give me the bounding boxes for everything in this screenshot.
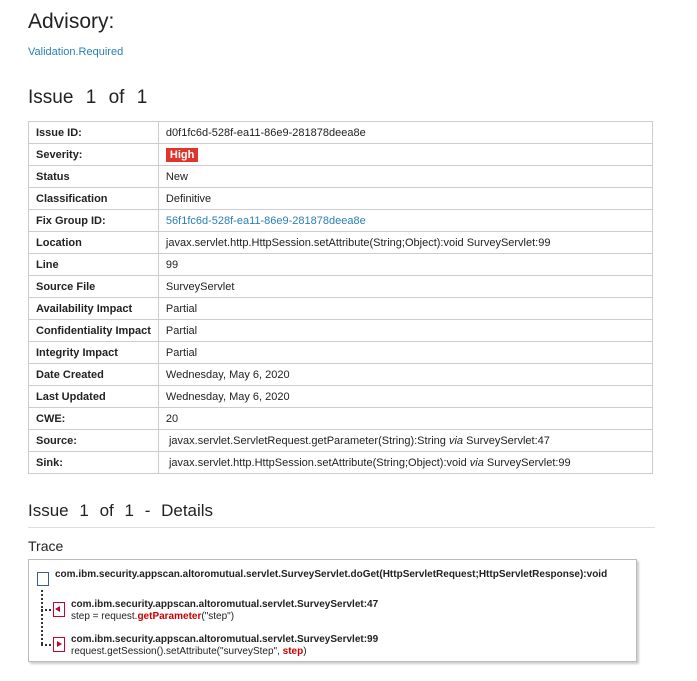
source-icon <box>53 602 65 617</box>
row-label: Status <box>29 166 159 188</box>
integrity-value: Partial <box>158 342 652 364</box>
row-label: Issue ID: <box>29 122 159 144</box>
sink-via: via <box>469 456 484 469</box>
table-row <box>29 254 653 276</box>
trace-root-method: com.ibm.security.appscan.altoromutual.servlet.SurveyServlet.doGet(HttpServletRequest;HttpServletResponse):void <box>55 569 608 580</box>
trace-node-code: request.getSession().setAttribute("surveyStep", step) <box>71 646 307 657</box>
row-label: Confidentiality Impact <box>29 320 159 342</box>
table-row <box>29 144 653 166</box>
tree-connector <box>41 590 43 644</box>
trace-node-code: step = request.getParameter("step") <box>71 611 235 622</box>
sink-method: javax.servlet.http.HttpSession.setAttribute(String;Object):void <box>168 456 467 469</box>
issue-word: Issue <box>28 87 74 108</box>
table-row <box>29 166 653 188</box>
advisory-link[interactable]: Validation.Required <box>28 46 124 58</box>
table-row <box>29 276 653 298</box>
table-row <box>29 408 653 430</box>
tree-connector <box>41 644 51 646</box>
advisory-heading: Advisory: <box>28 10 115 33</box>
sink-location: SurveyServlet:99 <box>486 456 571 469</box>
row-label: Classification <box>29 188 159 210</box>
cwe-value: 20 <box>158 408 652 430</box>
trace-panel <box>28 559 637 662</box>
row-label: Last Updated <box>29 386 159 408</box>
details-number: 1 <box>79 501 89 520</box>
row-label: Severity: <box>29 144 159 166</box>
table-row <box>29 430 653 452</box>
line-value: 99 <box>158 254 652 276</box>
details-heading <box>28 501 213 521</box>
confidentiality-value: Partial <box>158 320 652 342</box>
table-row <box>29 210 653 232</box>
details-suffix: - Details <box>144 501 214 520</box>
trace-node-title[interactable]: com.ibm.security.appscan.altoromutual.servlet.SurveyServlet:99 <box>71 634 379 645</box>
source-via: via <box>448 434 464 447</box>
table-row <box>29 188 653 210</box>
table-row <box>29 232 653 254</box>
details-total: 1 <box>124 501 134 520</box>
row-label: Sink: <box>29 452 159 474</box>
issue-details-table <box>28 121 653 474</box>
table-row <box>29 298 653 320</box>
table-row <box>29 452 653 474</box>
row-label: CWE: <box>29 408 159 430</box>
details-word: Issue <box>28 501 69 520</box>
table-row <box>29 342 653 364</box>
method-icon <box>37 572 49 586</box>
row-label: Source File <box>29 276 159 298</box>
issue-heading <box>28 87 147 109</box>
divider <box>28 527 655 528</box>
issue-total: 1 <box>136 87 148 108</box>
taint-highlight: step <box>282 646 304 657</box>
sink-icon <box>53 637 65 652</box>
fix-group-link[interactable]: 56f1fc6d-528f-ea11-86e9-281878deea8e <box>165 214 366 227</box>
source-value <box>158 430 652 452</box>
table-row <box>29 122 653 144</box>
table-row <box>29 320 653 342</box>
source-location: SurveyServlet:47 <box>466 434 550 447</box>
sink-value <box>158 452 652 474</box>
last-updated-value: Wednesday, May 6, 2020 <box>158 386 652 408</box>
tree-connector <box>41 609 51 611</box>
taint-highlight: getParameter <box>137 611 202 622</box>
status-value: New <box>158 166 652 188</box>
row-label: Fix Group ID: <box>29 210 159 232</box>
details-of: of <box>99 501 114 520</box>
issue-id-value: d0f1fc6d-528f-ea11-86e9-281878deea8e <box>158 122 652 144</box>
date-created-value: Wednesday, May 6, 2020 <box>158 364 652 386</box>
source-method: javax.servlet.ServletRequest.getParameter(String):String <box>168 434 446 447</box>
row-label: Location <box>29 232 159 254</box>
classification-value: Definitive <box>158 188 652 210</box>
trace-node-title[interactable]: com.ibm.security.appscan.altoromutual.servlet.SurveyServlet:47 <box>71 599 379 610</box>
row-label: Date Created <box>29 364 159 386</box>
trace-heading: Trace <box>28 538 64 554</box>
row-label: Availability Impact <box>29 298 159 320</box>
source-file-value: SurveyServlet <box>158 276 652 298</box>
severity-badge: High <box>166 148 198 162</box>
table-row <box>29 364 653 386</box>
row-label: Integrity Impact <box>29 342 159 364</box>
issue-number: 1 <box>85 87 97 108</box>
row-label: Source: <box>29 430 159 452</box>
availability-value: Partial <box>158 298 652 320</box>
table-row <box>29 386 653 408</box>
row-label: Line <box>29 254 159 276</box>
location-value: javax.servlet.http.HttpSession.setAttribute(String;Object):void SurveyServlet:99 <box>158 232 652 254</box>
issue-of: of <box>108 87 125 108</box>
